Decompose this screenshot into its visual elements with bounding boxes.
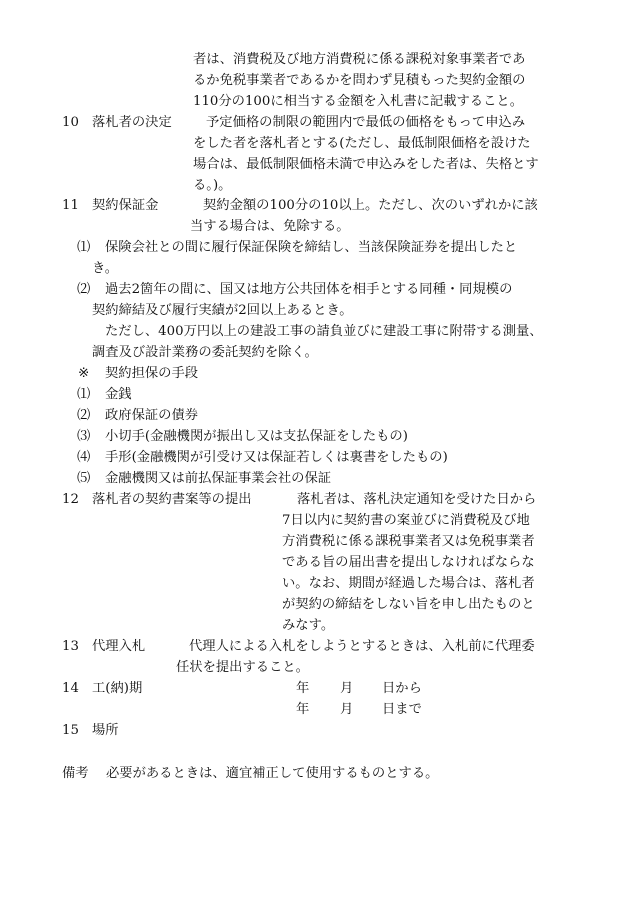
period-year: 年 xyxy=(296,702,310,717)
section-number: 13 xyxy=(62,639,79,654)
section-title: 代理入札 xyxy=(92,639,146,654)
paragraph-line: 当する場合は、免除する。 xyxy=(190,219,350,234)
means-text: 金融機関又は前払保証事業会社の保証 xyxy=(105,471,332,486)
section-title: 工(納)期 xyxy=(92,681,143,696)
period-month: 月 xyxy=(340,702,354,717)
item-line: 過去2箇年の間に、国又は地方公共団体を相手とする同種・同規模の xyxy=(105,282,513,297)
period-day-to: 日まで xyxy=(382,702,422,717)
paragraph-line: い。なお、期間が経過した場合は、落札者 xyxy=(282,576,535,591)
means-text: 手形(金融機関が引受け又は保証若しくは裏書をしたもの) xyxy=(105,450,448,465)
paragraph-line: るか免税事業者であるかを問わず見積もった契約金額の xyxy=(193,73,526,88)
paragraph-line: 予定価格の制限の範囲内で最低の価格をもって申込み xyxy=(206,115,526,130)
item-line: 契約締結及び履行実績が2回以上あるとき。 xyxy=(92,303,353,318)
means-text: 政府保証の債券 xyxy=(105,408,199,423)
paragraph-line: 場合は、最低制限価格未満で申込みをした者は、失格とす xyxy=(193,157,539,172)
paragraph-line: 110分の100に相当する金額を入札書に記載すること。 xyxy=(193,94,523,109)
remark-label: 備考 xyxy=(62,766,89,781)
section-number: 11 xyxy=(62,198,79,213)
section-number: 12 xyxy=(62,492,79,507)
means-number: ⑴ xyxy=(77,387,91,402)
paragraph-line: である旨の届出書を提出しなければならな xyxy=(282,555,535,570)
period-month: 月 xyxy=(340,681,354,696)
paragraph-line: 方消費税に係る課税事業者又は免税事業者 xyxy=(282,534,535,549)
period-year: 年 xyxy=(296,681,310,696)
proviso-line: ただし、400万円以上の建設工事の請負並びに建設工事に附帯する測量、 xyxy=(105,324,543,339)
paragraph-line: が契約の締結をしない旨を申し出たものと xyxy=(282,597,535,612)
means-number: ⑷ xyxy=(77,450,91,465)
paragraph-line: 者は、消費税及び地方消費税に係る課税対象事業者であ xyxy=(193,52,526,67)
remark-text: 必要があるときは、適宜補正して使用するものとする。 xyxy=(106,766,439,781)
paragraph-line: 契約金額の100分の10以上。ただし、次のいずれかに該 xyxy=(203,198,538,213)
section-number: 15 xyxy=(62,723,79,738)
paragraph-line: 落札者は、落札決定通知を受けた日から xyxy=(297,492,537,507)
paragraph-line: みなす。 xyxy=(282,618,335,633)
means-number: ⑵ xyxy=(77,408,91,423)
item-number: ⑵ xyxy=(77,282,91,297)
paragraph-line: 任状を提出すること。 xyxy=(176,660,309,675)
proviso-line: 調査及び設計業務の委託契約を除く。 xyxy=(92,345,318,360)
item-line: き。 xyxy=(92,261,119,276)
item-line: 保険会社との間に履行保証保険を締結し、当該保険証券を提出したと xyxy=(105,240,518,255)
item-number: ⑴ xyxy=(77,240,91,255)
paragraph-line: 代理人による入札をしようとするときは、入札前に代理委 xyxy=(189,639,535,654)
means-text: 金銭 xyxy=(105,387,132,402)
period-day-from: 日から xyxy=(382,681,422,696)
section-number: 10 xyxy=(62,115,79,130)
means-text: 小切手(金融機関が振出し又は支払保証をしたもの) xyxy=(105,429,408,444)
section-number: 14 xyxy=(62,681,79,696)
section-title: 契約保証金 xyxy=(92,198,159,213)
means-number: ⑸ xyxy=(77,471,91,486)
section-title: 場所 xyxy=(92,723,119,738)
paragraph-line: る。)。 xyxy=(193,178,232,193)
paragraph-line: 7日以内に契約書の案並びに消費税及び地 xyxy=(282,513,530,528)
means-number: ⑶ xyxy=(77,429,91,444)
paragraph-line: をした者を落札者とする(ただし、最低制限価格を設けた xyxy=(193,136,531,151)
section-title: 落札者の契約書案等の提出 xyxy=(92,492,252,507)
guarantee-heading: 契約担保の手段 xyxy=(105,366,199,381)
note-mark: ※ xyxy=(78,366,90,381)
section-title: 落札者の決定 xyxy=(92,115,172,130)
